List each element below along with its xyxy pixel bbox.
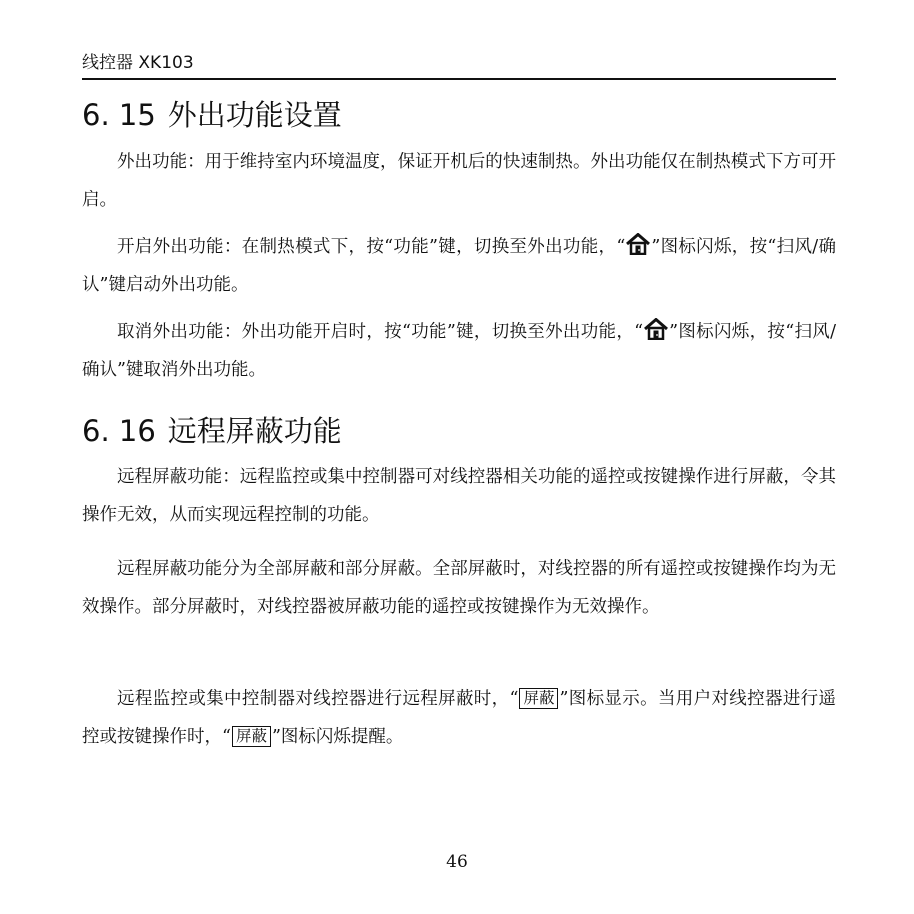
shield-indicator-icon: 屏蔽 <box>519 688 558 709</box>
paragraph-text: 远程监控或集中控制器对线控器进行远程屏蔽时，“ <box>117 689 519 709</box>
page-header <box>82 52 836 80</box>
section-title: 外出功能设置 <box>167 98 342 132</box>
paragraph-text: 开启外出功能：在制热模式下，按“功能”键，切换至外出功能，“ <box>117 237 626 257</box>
paragraph-text: ”图标闪烁提醒。 <box>271 727 404 747</box>
section-heading-6-15 <box>82 97 342 133</box>
page-number: 46 <box>446 852 468 872</box>
section-number: 6. 15 <box>82 98 156 132</box>
paragraph-enable-away <box>82 228 836 304</box>
paragraph-text: ”图标显示。当用户对线控器进行遥控或按键操作时，“ <box>82 689 836 747</box>
shield-indicator-icon: 屏蔽 <box>232 726 271 747</box>
paragraph-text: 远程屏蔽功能：远程监控或集中控制器可对线控器相关功能的遥控或按键操作进行屏蔽，令其操作无效，从而实现远程控制的功能。 <box>82 467 836 525</box>
paragraph-text: ”图标闪烁，按“扫风/确认”键取消外出功能。 <box>82 322 836 380</box>
paragraph-shield-indicator <box>82 680 836 756</box>
paragraph-remote-shield-description <box>82 458 836 534</box>
paragraph-cancel-away <box>82 313 836 389</box>
section-title: 远程屏蔽功能 <box>167 414 342 448</box>
paragraph-shield-types <box>82 550 836 626</box>
paragraph-away-description <box>82 143 836 219</box>
section-heading-6-16 <box>82 413 342 449</box>
paragraph-text: 远程屏蔽功能分为全部屏蔽和部分屏蔽。全部屏蔽时，对线控器的所有遥控或按键操作均为无效操作。部分屏蔽时，对线控器被屏蔽功能的遥控或按键操作为无效操作。 <box>82 559 836 617</box>
paragraph-text: ”图标闪烁，按“扫风/确认”键启动外出功能。 <box>82 237 836 295</box>
home-away-icon <box>644 318 668 340</box>
section-number: 6. 16 <box>82 414 156 448</box>
paragraph-text: 取消外出功能：外出功能开启时，按“功能”键，切换至外出功能，“ <box>117 322 644 342</box>
header-title: 线控器 XK103 <box>82 53 194 73</box>
paragraph-text: 外出功能：用于维持室内环境温度，保证开机后的快速制热。外出功能仅在制热模式下方可开启。 <box>82 152 836 210</box>
home-away-icon <box>626 233 650 255</box>
